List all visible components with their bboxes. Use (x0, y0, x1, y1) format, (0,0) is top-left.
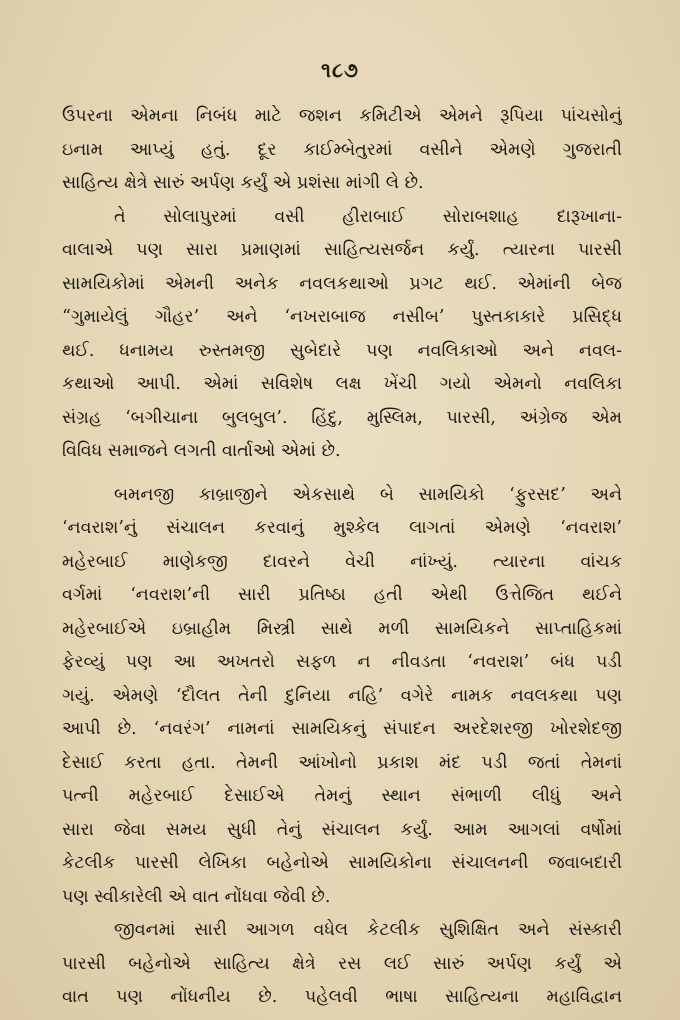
text-line: વાત પણ નોંધનીય છે. પહેલવી ભાષા સાહિત્યના મહાવિદ્વાન (62, 987, 622, 1007)
text-line: કથાઓ આપી. એમાં સવિશેષ લક્ષ ખેંચી ગયો એમનો નવલિકા (62, 374, 622, 394)
text-line: સાહિત્ય ક્ષેત્રે સારું અર્પણ કર્યું એ પ્રશંસા માંગી લે છે. (62, 173, 424, 193)
text-line: ઇનામ આપ્યું હતું. દૂર કાઈમ્બેતુરમાં વસીને એમણે ગુજરાતી (62, 139, 622, 160)
text-line: પણ સ્વીકારેલી એ વાત નોંધવા જેવી છે. (62, 886, 331, 907)
text-line: આપી છે. ‘નવરંગ’ નામનાં સામયિકનું સંપાદન અરદેશરજી ખોરશેદજી (62, 719, 622, 739)
text-line: વિવિધ સમાજને લગતી વાર્તાઓ એમાં છે. (62, 441, 341, 461)
paragraph (62, 479, 622, 915)
text-line: વર્ગમાં ‘નવરાશ’ની સારી પ્રતિષ્ઠા હતી એથી ઉત્તેજિત થઈને (62, 585, 622, 605)
text-line: વાલાએ પણ સારા પ્રમાણમાં સાહિત્યસર્જન કર્યું. ત્યારના પારસી (62, 240, 622, 260)
text-line: જીવનમાં સારી આગળ વધેલ કેટલીક સુશિક્ષિત અને સંસ્કારી (114, 920, 622, 940)
text-line: દેસાઈ કરતા હતા. તેમની આંખોનો પ્રકાશ મંદ પડી જતાં તેમનાં (62, 752, 622, 773)
body-text (62, 100, 622, 1015)
text-line: “ગુમાયેલું ગૌહર’ અને ‘નખરાબાજ નસીબ’ પુસ્તકાકારે પ્રસિદ્ધ (62, 307, 622, 327)
paragraph (62, 100, 622, 201)
text-line: તે સોલાપુરમાં વસી હીરાબાઈ સોરાબશાહ દારૂખાના- (114, 206, 622, 227)
text-line: પત્ની મહેરબાઈ દેસાઈએ તેમનું સ્થાન સંભાળી લીધું અને (62, 786, 622, 806)
text-line: કેટલીક પારસી લેખિકા બહેનોએ સામયિકોના સંચાલનની જવાબદારી (62, 853, 622, 873)
paragraph (62, 201, 622, 469)
paragraph-gap (62, 469, 622, 479)
text-line: ‘નવરાશ’નું સંચાલન કરવાનું મુશ્કેલ લાગતાં એમણે ‘નવરાશ’ (62, 518, 622, 538)
paragraph (62, 914, 622, 1015)
text-line: ગયું. એમણે ‘દૌલત તેની દુનિયા નહિ’ વગેરે નામક નવલકથા પણ (62, 685, 622, 706)
text-line: મહેરબાઈ માણેકજી દાવરને વેચી નાંખ્યું. ત્યારના વાંચક (62, 551, 622, 572)
text-line: પારસી બહેનોએ સાહિત્ય ક્ષેત્રે રસ લઈ સારું અર્પણ કર્યું એ (62, 953, 622, 974)
text-line: ઉપરના એમના નિબંધ માટે જશન કમિટીએ એમને રૂપિયા પાંચસોનું (62, 106, 622, 126)
text-line: બમનજી કાબ્રાજીને એકસાથે બે સામયિકો ‘ફુરસદ’ અને (114, 484, 622, 505)
text-line: મહેરબાઈએ ઇબ્રાહીમ મિસ્ત્રી સાથે મળી સામયિકને સાપ્તાહિકમાં (62, 618, 622, 639)
text-line: ફેરવ્યું પણ આ અખતરો સફળ ન નીવડતા ‘નવરાશ’ બંધ પડી (62, 652, 622, 672)
text-line: થઈ. ધનામય રુસ્તમજી સુબેદારે પણ નવલિકાઓ અને નવલ- (62, 340, 622, 361)
text-line: સંગ્રહ ‘બગીચાના બુલબુલ’. હિંદુ, મુસ્લિમ, પારસી, અંગ્રેજ એમ (62, 407, 622, 428)
text-line: સામયિકોમાં એમની અનેક નવલકથાઓ પ્રગટ થઈ. એમાંની બેજ (62, 273, 622, 294)
page-number: ૧૮૭ (321, 58, 359, 82)
text-line: સારા જેવા સમય સુધી તેનું સંચાલન કર્યું. આમ આગલાં વર્ષોમાં (62, 819, 622, 840)
